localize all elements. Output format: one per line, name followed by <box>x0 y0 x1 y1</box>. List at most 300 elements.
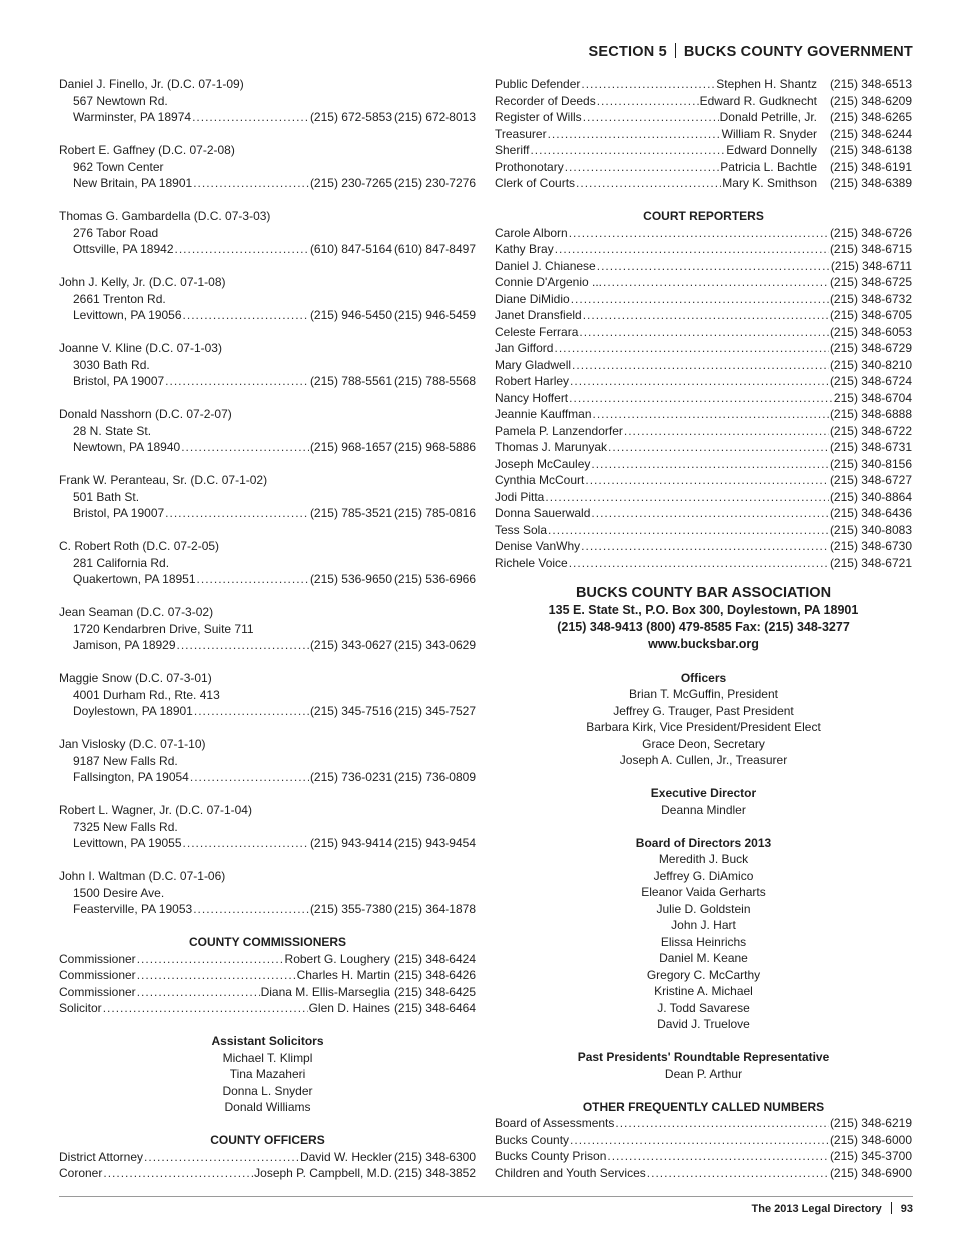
dot-leader <box>197 571 309 588</box>
entry-label: Mary Gladwell <box>495 357 572 372</box>
dot-leader <box>190 769 309 786</box>
entry-label: Celeste Ferrara <box>495 324 579 339</box>
bar-association-phones: (215) 348-9413 (800) 479-8585 Fax: (215) 348-3277 <box>557 620 850 634</box>
magistrate-phone: (215) 968-1657 <box>309 440 392 454</box>
dot-leader <box>103 1000 308 1017</box>
entry-value: Patricia L. Bachtle <box>720 159 817 174</box>
other-numbers-heading: OTHER FREQUENTLY CALLED NUMBERS <box>582 1099 825 1114</box>
entry-label: Jodi Pitta <box>495 489 545 504</box>
dot-leader <box>585 472 829 489</box>
entry-phone: (215) 348-6389 <box>829 176 912 190</box>
dot-leader <box>591 456 829 473</box>
magistrate-city-row <box>59 901 476 918</box>
dot-leader <box>545 489 829 506</box>
magistrate-fax: (215) 943-9454 <box>393 836 476 850</box>
magistrate-street: 28 N. State St. <box>73 423 152 438</box>
county-officer-row <box>59 1165 476 1182</box>
court-reporter-row <box>495 423 912 440</box>
magistrate-city: Fallsington, PA 19054 <box>73 770 189 784</box>
board-member-name: David J. Truelove <box>657 1017 750 1031</box>
entry-label: Janet Dransfield <box>495 308 582 322</box>
entry-label: Connie D'Argenio ... <box>495 275 603 289</box>
magistrate-entry <box>59 208 476 258</box>
magistrate-entry <box>59 472 476 522</box>
magistrate-city-row <box>59 439 476 456</box>
dot-leader <box>593 406 829 423</box>
entry-value: (215) 348-6732 <box>829 291 912 306</box>
magistrate-phone: (215) 943-9414 <box>309 836 392 850</box>
entry-label: Tess Sola <box>495 522 548 537</box>
entry-value: (215) 348-6722 <box>829 423 912 438</box>
commissioner-row <box>59 984 476 1001</box>
court-reporter-row <box>495 522 912 539</box>
commissioner-role: Commissioner <box>59 984 136 999</box>
magistrate-name: Jean Seaman (D.C. 07-3-02) <box>59 605 214 619</box>
entry-label: Public Defender <box>495 77 581 91</box>
county-officer-row <box>495 109 912 126</box>
magistrate-city-row <box>59 835 476 852</box>
magistrate-fax: (215) 672-8013 <box>393 110 476 124</box>
magistrate-phone: (215) 345-7516 <box>309 704 392 718</box>
other-number-row <box>495 1165 912 1182</box>
county-officer-row <box>495 93 912 110</box>
dot-leader <box>583 307 829 324</box>
magistrate-city-row <box>59 109 476 126</box>
magistrate-city-row <box>59 505 476 522</box>
entry-phone: (215) 348-6300 <box>393 1149 476 1164</box>
entry-value: (215) 348-6727 <box>829 473 912 487</box>
magistrate-street: 1720 Kendarbren Drive, Suite 711 <box>73 621 254 636</box>
commissioner-name: Diana M. Ellis-Marseglia <box>260 984 390 999</box>
court-reporter-row <box>495 489 912 506</box>
magistrate-entry <box>59 274 476 324</box>
magistrate-fax: (215) 785-0816 <box>393 506 476 520</box>
magistrate-name: Robert L. Wagner, Jr. (D.C. 07-1-04) <box>59 803 252 817</box>
dot-leader <box>608 439 829 456</box>
entry-phone: (215) 348-6244 <box>829 126 912 141</box>
magistrate-street: 9187 New Falls Rd. <box>73 753 178 768</box>
magistrate-entry <box>59 736 476 786</box>
board-member-name: Daniel M. Keane <box>659 951 748 965</box>
magistrate-name: John I. Waltman (D.C. 07-1-06) <box>59 869 226 883</box>
dot-leader <box>603 274 829 291</box>
bar-officers-list <box>495 686 912 769</box>
assistant-solicitors-heading: Assistant Solicitors <box>211 1034 324 1048</box>
court-reporter-row <box>495 472 912 489</box>
magistrate-phone: (215) 343-0627 <box>309 638 392 652</box>
dot-leader <box>569 555 829 572</box>
entry-phone: (215) 348-6265 <box>829 110 912 124</box>
magistrate-phone: (215) 672-5853 <box>309 110 392 124</box>
court-reporter-row <box>495 274 912 291</box>
entry-label: Robert Harley <box>495 374 570 388</box>
board-heading: Board of Directors 2013 <box>635 835 772 850</box>
entry-value: (215) 348-6436 <box>829 506 912 520</box>
entry-label: Treasurer <box>495 126 547 141</box>
magistrate-name: C. Robert Roth (D.C. 07-2-05) <box>59 539 220 553</box>
dot-leader <box>647 1165 829 1182</box>
header-divider <box>675 43 676 58</box>
entry-value: (215) 348-6705 <box>829 308 912 322</box>
magistrate-fax: (215) 968-5886 <box>393 440 476 454</box>
entry-label: Kathy Bray <box>495 242 554 256</box>
bar-officer-name: Joseph A. Cullen, Jr., Treasurer <box>619 753 788 767</box>
entry-value: Joseph P. Campbell, M.D. <box>254 1166 392 1180</box>
section-title: BUCKS COUNTY GOVERNMENT <box>683 44 913 60</box>
commissioner-row <box>59 1000 476 1017</box>
county-officer-row <box>495 76 912 93</box>
entry-phone: (215) 348-6209 <box>829 93 912 108</box>
entry-value: (215) 348-6900 <box>829 1165 912 1180</box>
court-reporter-row <box>495 241 912 258</box>
section-number: SECTION 5 <box>588 44 667 60</box>
entry-label: Carole Alborn <box>495 225 568 240</box>
entry-phone: (215) 348-3852 <box>393 1166 476 1180</box>
dot-leader <box>530 142 725 159</box>
entry-phone: (215) 348-6513 <box>829 77 912 91</box>
magistrate-city: Newtown, PA 18940 <box>73 440 181 454</box>
entry-label: Bucks County Prison <box>495 1149 607 1163</box>
dot-leader <box>183 835 309 852</box>
entry-value: William R. Snyder <box>721 126 817 141</box>
dot-leader <box>548 126 721 143</box>
magistrate-name: Maggie Snow (D.C. 07-3-01) <box>59 671 212 685</box>
entry-value: (215) 348-6730 <box>829 539 912 553</box>
assistant-solicitor-name: Michael T. Klimpl <box>222 1050 313 1065</box>
magistrate-city: Bristol, PA 19007 <box>73 506 165 520</box>
entry-label: Sheriff <box>495 143 530 157</box>
entry-label: Jeannie Kauffman <box>495 407 592 421</box>
entry-label: Cynthia McCourt <box>495 473 585 487</box>
magistrate-fax: (215) 536-6966 <box>393 572 476 586</box>
magistrate-phone: (215) 788-5561 <box>309 374 392 388</box>
roundtable-heading: Past Presidents' Roundtable Representative <box>577 1050 830 1064</box>
dot-leader <box>554 340 828 357</box>
magistrate-entry <box>59 142 476 192</box>
dot-leader <box>144 1149 299 1166</box>
dot-leader <box>137 967 296 984</box>
entry-label: Joseph McCauley <box>495 456 591 471</box>
dot-leader <box>194 703 309 720</box>
entry-label: Prothonotary <box>495 159 564 174</box>
board-member-name: Julie D. Goldstein <box>656 901 751 916</box>
magistrate-name: Thomas G. Gambardella (D.C. 07-3-03) <box>59 209 271 223</box>
entry-label: Donna Sauerwald <box>495 506 591 520</box>
bar-association-address: 135 E. State St., P.O. Box 300, Doylestown, PA 18901 <box>548 603 859 617</box>
magistrate-city: Jamison, PA 18929 <box>73 638 176 652</box>
dot-leader <box>193 175 309 192</box>
magistrate-fax: (215) 345-7527 <box>393 704 476 718</box>
other-number-row <box>495 1115 912 1132</box>
court-reporter-row <box>495 324 912 341</box>
entry-value: (215) 348-6219 <box>829 1116 912 1130</box>
entry-label: Richele Voice <box>495 555 568 570</box>
magistrate-entry <box>59 604 476 654</box>
magistrate-street: 1500 Desire Ave. <box>73 885 165 900</box>
entry-value: (215) 348-6726 <box>829 225 912 240</box>
footer-divider <box>59 1196 913 1197</box>
dot-leader <box>570 373 829 390</box>
entry-label: Daniel J. Chianese <box>495 258 596 273</box>
board-member-name: J. Todd Savarese <box>657 1000 750 1015</box>
dot-leader <box>193 901 309 918</box>
entry-value: Edward Donnelly <box>726 143 817 157</box>
entry-value: (215) 340-8210 <box>829 357 912 372</box>
court-reporter-row <box>495 439 912 456</box>
dot-leader <box>181 439 309 456</box>
magistrate-entry <box>59 670 476 720</box>
county-officer-row <box>495 175 912 192</box>
commissioner-name: Robert G. Loughery <box>284 951 390 966</box>
magistrate-city-row <box>59 307 476 324</box>
entry-value: (215) 348-6724 <box>829 374 912 388</box>
county-officers-heading: COUNTY OFFICERS <box>210 1133 325 1147</box>
court-reporter-row <box>495 225 912 242</box>
dot-leader <box>607 1148 829 1165</box>
dot-leader <box>572 357 829 374</box>
entry-label: Board of Assessments <box>495 1116 615 1130</box>
executive-director-name: Deanna Mindler <box>661 802 746 817</box>
entry-label: Denise VanWhy <box>495 539 581 553</box>
dot-leader <box>579 324 829 341</box>
magistrate-city: Quakertown, PA 18951 <box>73 572 196 586</box>
court-reporter-row <box>495 307 912 324</box>
entry-label: Nancy Hoffert <box>495 390 569 405</box>
magistrate-entry <box>59 76 476 126</box>
entry-value: (215) 348-6729 <box>829 341 912 355</box>
magistrate-city-row <box>59 175 476 192</box>
court-reporter-row <box>495 505 912 522</box>
entry-label: District Attorney <box>59 1149 144 1164</box>
magistrate-city: Bristol, PA 19007 <box>73 374 165 388</box>
entry-label: Diane DiMidio <box>495 291 570 306</box>
magistrate-fax: (215) 343-0629 <box>393 638 476 652</box>
magistrate-phone: (215) 736-0231 <box>309 770 392 784</box>
court-reporters-list <box>495 225 912 572</box>
dot-leader <box>183 307 309 324</box>
county-officers-list-left <box>59 1149 476 1182</box>
board-member-name: Gregory C. McCarthy <box>646 967 761 982</box>
dot-leader <box>555 241 829 258</box>
entry-value: (215) 345-3700 <box>829 1149 912 1163</box>
dot-leader <box>615 1115 829 1132</box>
dot-leader <box>576 175 721 192</box>
county-officer-row <box>495 159 912 176</box>
board-member-name: Eleanor Vaida Gerharts <box>641 885 766 899</box>
dot-leader <box>177 637 309 654</box>
magistrate-fax: (215) 788-5568 <box>393 374 476 388</box>
entry-value: Donald Petrille, Jr. <box>719 110 817 124</box>
commissioner-role: Commissioner <box>59 968 136 982</box>
dot-leader <box>591 505 829 522</box>
commissioner-role: Solicitor <box>59 1001 102 1015</box>
magistrate-phone: (610) 847-5164 <box>309 242 392 256</box>
county-officer-row <box>495 126 912 143</box>
magistrate-street: 3030 Bath Rd. <box>73 357 150 372</box>
magistrate-city: Ottsville, PA 18942 <box>73 242 174 256</box>
magistrate-street: 281 California Rd. <box>73 555 170 570</box>
court-reporter-row <box>495 406 912 423</box>
court-reporter-row <box>495 538 912 555</box>
county-officers-list-right <box>495 76 912 192</box>
dot-leader <box>597 258 830 275</box>
magistrate-phone: (215) 536-9650 <box>309 572 392 586</box>
entry-value: (215) 348-6000 <box>829 1132 912 1147</box>
page-number: 93 <box>900 1203 913 1215</box>
footer-title: The 2013 Legal Directory <box>751 1203 882 1215</box>
magistrate-entry <box>59 406 476 456</box>
bar-association-title: BUCKS COUNTY BAR ASSOCIATION <box>575 585 832 601</box>
court-reporters-heading: COURT REPORTERS <box>643 209 764 223</box>
dot-leader <box>165 505 309 522</box>
other-number-row <box>495 1132 912 1149</box>
commissioners-heading: COUNTY COMMISSIONERS <box>188 935 347 949</box>
magistrate-city: Levittown, PA 19055 <box>73 836 182 850</box>
dot-leader <box>137 951 284 968</box>
court-reporter-row <box>495 291 912 308</box>
commissioner-phone: (215) 348-6424 <box>393 951 476 966</box>
page-footer <box>752 1202 913 1215</box>
magistrate-street: 567 Newtown Rd. <box>73 93 168 108</box>
magistrate-fax: (215) 736-0809 <box>393 770 476 784</box>
entry-value: (215) 340-8156 <box>829 456 912 471</box>
magistrate-phone: (215) 355-7380 <box>309 902 392 916</box>
bar-officer-name: Grace Deon, Secretary <box>642 736 765 751</box>
magistrate-street: 501 Bath St. <box>73 489 140 504</box>
entry-value: (215) 348-6888 <box>829 407 912 421</box>
entry-value: (215) 348-6715 <box>829 242 912 256</box>
section-header <box>589 43 913 60</box>
magistrate-city-row <box>59 637 476 654</box>
entry-label: Bucks County <box>495 1132 570 1147</box>
dot-leader <box>103 1165 253 1182</box>
left-column <box>59 76 476 1182</box>
entry-label: Children and Youth Services <box>495 1165 646 1180</box>
magistrate-phone: (215) 785-3521 <box>309 506 392 520</box>
dot-leader <box>548 522 829 539</box>
magistrate-name: Joanne V. Kline (D.C. 07-1-03) <box>59 341 222 355</box>
magistrate-street: 7325 New Falls Rd. <box>73 819 178 834</box>
entry-label: Recorder of Deeds <box>495 93 596 108</box>
board-member-name: Elissa Heinrichs <box>660 934 747 949</box>
dot-leader <box>583 109 719 126</box>
entry-label: Thomas J. Marunyak <box>495 440 608 454</box>
other-numbers-list <box>495 1115 912 1181</box>
board-member-name: Jeffrey G. DiAmico <box>653 868 754 883</box>
county-officer-row <box>59 1149 476 1166</box>
entry-phone: (215) 348-6191 <box>829 159 912 174</box>
magistrate-city: New Britain, PA 18901 <box>73 176 193 190</box>
entry-value: (215) 348-6731 <box>829 440 912 454</box>
magistrate-city-row <box>59 373 476 390</box>
court-reporter-row <box>495 456 912 473</box>
bar-officer-name: Barbara Kirk, Vice President/President Elect <box>586 720 821 734</box>
dot-leader <box>565 159 720 176</box>
magistrate-street: 962 Town Center <box>73 159 164 174</box>
commissioner-role: Commissioner <box>59 951 136 966</box>
magistrate-street: 4001 Durham Rd., Rte. 413 <box>73 687 220 702</box>
right-column <box>495 76 912 1181</box>
bar-officer-name: Brian T. McGuffin, President <box>629 687 778 701</box>
entry-value: (215) 348-6721 <box>829 555 912 570</box>
entry-label: Register of Wills <box>495 110 582 124</box>
entry-value: (215) 340-8083 <box>829 522 912 537</box>
commissioner-list <box>59 951 476 1017</box>
magistrate-name: Jan Vislosky (D.C. 07-1-10) <box>59 737 206 751</box>
dot-leader <box>569 225 829 242</box>
entry-value: (215) 348-6725 <box>829 275 912 289</box>
entry-label: Clerk of Courts <box>495 176 576 190</box>
dot-leader <box>581 538 829 555</box>
magistrate-city-row <box>59 241 476 258</box>
entry-value: (215) 348-6711 <box>830 258 912 273</box>
magistrate-name: Daniel J. Finello, Jr. (D.C. 07-1-09) <box>59 77 244 91</box>
commissioner-name: Glen D. Haines <box>308 1001 390 1015</box>
dot-leader <box>175 241 309 258</box>
entry-value: Edward R. Gudknecht <box>699 93 817 108</box>
magistrate-fax: (215) 364-1878 <box>393 902 476 916</box>
magistrate-entry <box>59 538 476 588</box>
magistrate-street: 2661 Trenton Rd. <box>73 291 166 306</box>
commissioner-phone: (215) 348-6425 <box>393 984 476 999</box>
magistrate-city-row <box>59 571 476 588</box>
magistrate-phone: (215) 230-7265 <box>309 176 392 190</box>
magistrate-city: Levittown, PA 19056 <box>73 308 182 322</box>
entry-value: David W. Heckler <box>299 1149 392 1164</box>
assistant-solicitor-name: Donna L. Snyder <box>222 1083 313 1098</box>
bar-officer-name: Jeffrey G. Trauger, Past President <box>613 703 794 718</box>
board-member-name: Meredith J. Buck <box>658 852 749 866</box>
magistrate-fax: (610) 847-8497 <box>393 242 476 256</box>
board-member-name: John J. Hart <box>671 918 736 932</box>
footer-divider-bar <box>891 1202 892 1214</box>
magistrate-city-row <box>59 769 476 786</box>
magistrate-city: Doylestown, PA 18901 <box>73 704 193 718</box>
magistrate-fax: (215) 946-5459 <box>393 308 476 322</box>
entry-value: (215) 348-6053 <box>829 324 912 339</box>
dot-leader <box>569 390 833 407</box>
board-list <box>495 851 912 1033</box>
bar-association-website[interactable]: www.bucksbar.org <box>648 637 759 651</box>
court-reporter-row <box>495 390 912 407</box>
entry-phone: (215) 348-6138 <box>829 143 912 157</box>
entry-label: Coroner <box>59 1166 103 1180</box>
commissioner-row <box>59 951 476 968</box>
assistant-solicitor-name: Tina Mazaheri <box>229 1067 306 1081</box>
bar-association-block <box>495 585 912 653</box>
magistrate-fax: (215) 230-7276 <box>393 176 476 190</box>
court-reporter-row <box>495 340 912 357</box>
entry-value: (215) 340-8864 <box>829 489 912 504</box>
magistrate-name: Frank W. Peranteau, Sr. (D.C. 07-1-02) <box>59 473 268 487</box>
magistrate-name: Robert E. Gaffney (D.C. 07-2-08) <box>59 143 235 157</box>
entry-label: Pamela P. Lanzendorfer <box>495 423 623 438</box>
magistrate-city-row <box>59 703 476 720</box>
magistrate-city: Warminster, PA 18974 <box>73 110 192 124</box>
dot-leader <box>597 93 699 110</box>
dot-leader <box>192 109 309 126</box>
entry-label: Jan Gifford <box>495 341 554 355</box>
board-member-name: Kristine A. Michael <box>654 984 753 998</box>
dot-leader <box>137 984 260 1001</box>
magistrate-city: Feasterville, PA 19053 <box>73 902 193 916</box>
entry-value: Mary K. Smithson <box>722 176 817 190</box>
entry-value: 215) 348-6704 <box>833 390 912 405</box>
dot-leader <box>624 423 829 440</box>
magistrate-name: Donald Nasshorn (D.C. 07-2-07) <box>59 407 232 421</box>
court-reporter-row <box>495 373 912 390</box>
dot-leader <box>165 373 309 390</box>
